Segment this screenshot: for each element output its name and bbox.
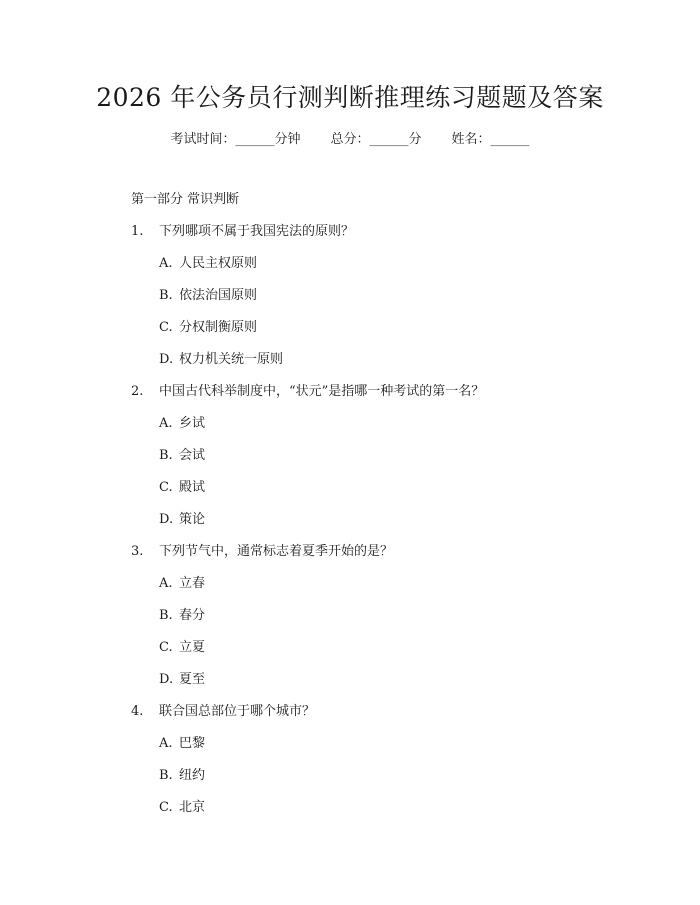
question-1-stem [0,221,700,253]
option-text: 立夏 [179,640,206,655]
question-3-stem [0,541,700,573]
question-1-options [0,253,700,381]
name-field [452,130,530,150]
option-d [0,349,700,381]
exam-time-label: 考试时间： [170,132,236,147]
option-text: 乡试 [179,416,206,431]
option-text: 分权制衡原则 [179,320,258,335]
option-letter: B. [159,448,173,463]
total-score-blank: ______ [369,132,409,147]
option-letter: D. [159,352,174,367]
option-b [0,445,700,477]
option-text: 北京 [179,800,206,815]
option-text: 殿试 [179,480,206,495]
option-c [0,637,700,669]
option-letter: B. [159,608,173,623]
option-letter: A. [159,576,173,591]
question-3-options [0,573,700,701]
option-letter: C. [159,480,173,495]
option-c [0,477,700,509]
question-text: 中国古代科举制度中，“状元”是指哪一种考试的第一名？ [159,384,485,399]
option-c [0,797,700,829]
option-text: 巴黎 [179,736,206,751]
option-letter: A. [159,256,173,271]
option-b [0,605,700,637]
name-label: 姓名： [451,132,491,147]
option-a [0,733,700,765]
option-text: 立春 [179,576,206,591]
total-score-label: 总分： [330,132,370,147]
exam-time-blank: ______ [235,132,275,147]
option-letter: D. [159,672,174,687]
option-text: 会试 [179,448,206,463]
question-number: 1. [131,224,144,239]
exam-info [0,130,700,150]
option-a [0,573,700,605]
option-letter: B. [159,288,173,303]
section-title: 第一部分 常识判断 [131,192,240,207]
question-text: 下列哪项不属于我国宪法的原则？ [159,224,355,239]
option-letter: C. [159,800,173,815]
question-3 [0,541,700,701]
document-title: 2026 年公务员行测判断推理练习题题及答案 [96,83,604,112]
option-text: 权力机关统一原则 [179,352,284,367]
option-text: 依法治国原则 [179,288,258,303]
question-list [0,221,700,829]
question-4-stem [0,701,700,733]
question-number: 2. [131,384,144,399]
option-a [0,413,700,445]
option-b [0,765,700,797]
option-d [0,669,700,701]
total-score-field [330,130,421,150]
question-4-options [0,733,700,829]
exam-time-unit: 分钟 [274,132,301,147]
question-4 [0,701,700,829]
question-2-stem [0,381,700,413]
question-2 [0,381,700,541]
option-letter: A. [159,416,173,431]
option-text: 策论 [179,512,206,527]
question-number: 3. [131,544,144,559]
question-1 [0,221,700,381]
exam-time-field [170,130,300,150]
name-blank: ______ [490,132,530,147]
option-letter: C. [159,320,173,335]
option-c [0,317,700,349]
option-d [0,509,700,541]
question-text: 下列节气中，通常标志着夏季开始的是？ [159,544,394,559]
question-text: 联合国总部位于哪个城市？ [159,704,316,719]
total-score-unit: 分 [408,132,422,147]
question-2-options [0,413,700,541]
option-letter: D. [159,512,174,527]
option-letter: C. [159,640,173,655]
option-a [0,253,700,285]
option-letter: A. [159,736,173,751]
option-text: 纽约 [179,768,206,783]
option-text: 夏至 [179,672,206,687]
option-letter: B. [159,768,173,783]
option-text: 春分 [179,608,206,623]
option-b [0,285,700,317]
question-number: 4. [131,704,144,719]
option-text: 人民主权原则 [179,256,258,271]
